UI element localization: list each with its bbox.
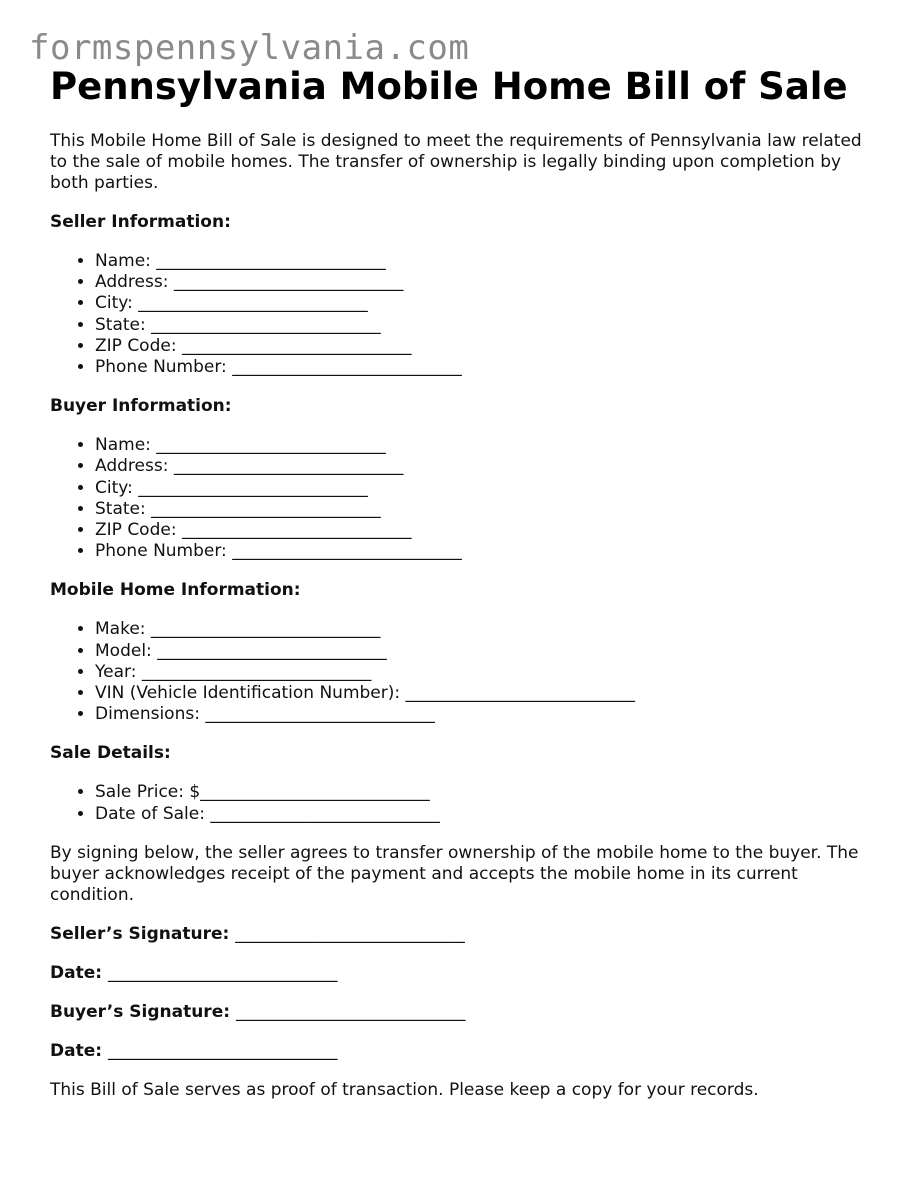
vin-field[interactable]	[95, 683, 880, 704]
field-label: City:	[95, 477, 133, 498]
make-field[interactable]	[95, 619, 880, 640]
footer-note: This Bill of Sale serves as proof of transaction. Please keep a copy for your records.	[50, 1079, 759, 1100]
fill-in-blank: ___________________________	[181, 335, 412, 356]
fill-in-blank: ___________________________	[173, 456, 404, 477]
field-label: State:	[95, 498, 146, 519]
model-field[interactable]	[95, 641, 880, 662]
seller-city-field[interactable]	[95, 293, 880, 314]
seller-phone-field[interactable]	[95, 357, 880, 378]
field-label: Sale Price: $	[95, 782, 201, 803]
field-label: Make:	[95, 619, 146, 640]
fill-in-blank: ___________________________	[232, 357, 462, 378]
fill-in-blank: ___________________________	[156, 435, 386, 456]
buyer-city-field[interactable]	[95, 478, 880, 499]
sale-price-field[interactable]	[95, 782, 880, 803]
seller-address-field[interactable]	[95, 272, 880, 293]
fill-in-blank: ___________________________	[107, 962, 338, 983]
mobile-home-field-list	[50, 619, 880, 725]
buyer-field-list	[50, 435, 880, 562]
field-label: ZIP Code:	[95, 335, 177, 356]
fill-in-blank: ___________________________	[205, 704, 435, 725]
fill-in-blank: ___________________________	[210, 803, 440, 824]
fill-in-blank: ___________________________	[107, 1040, 338, 1061]
seller-name-field[interactable]	[95, 251, 880, 272]
seller-zip-field[interactable]	[95, 336, 880, 357]
field-label: Phone Number:	[95, 541, 227, 562]
field-label: Name:	[95, 435, 151, 456]
buyer-phone-field[interactable]	[95, 541, 880, 562]
field-label: VIN (Vehicle Identification Number):	[95, 683, 401, 704]
fill-in-blank: ___________________________	[157, 640, 387, 661]
buyer-heading: Buyer Information:	[50, 396, 232, 417]
fill-in-blank: ___________________________	[138, 477, 368, 498]
site-watermark: formspennsylvania.com	[29, 28, 470, 68]
seller-field-list	[50, 251, 880, 378]
document-title: Pennsylvania Mobile Home Bill of Sale	[50, 65, 848, 108]
signature-label: Buyer’s Signature:	[50, 1001, 231, 1022]
field-label: Phone Number:	[95, 357, 227, 378]
seller-state-field[interactable]	[95, 315, 880, 336]
signature-label: Date:	[50, 1040, 103, 1061]
seller-date-line[interactable]	[50, 963, 880, 984]
fill-in-blank: ___________________________	[138, 293, 368, 314]
fill-in-blank: ___________________________	[181, 520, 412, 541]
fill-in-blank: ___________________________	[235, 1001, 466, 1022]
buyer-address-field[interactable]	[95, 456, 880, 477]
field-label: Name:	[95, 251, 151, 271]
sale-details-heading: Sale Details:	[50, 743, 171, 764]
field-label: Dimensions:	[95, 704, 200, 725]
fill-in-blank: ___________________________	[235, 923, 465, 944]
year-field[interactable]	[95, 662, 880, 683]
seller-heading: Seller Information:	[50, 212, 231, 232]
buyer-zip-field[interactable]	[95, 520, 880, 541]
field-label: Address:	[95, 272, 169, 293]
sale-details-field-list	[50, 782, 880, 824]
intro-paragraph: This Mobile Home Bill of Sale is designed to meet the requirements of Pennsylvania law related to the sale of mobile homes. The transfer of ownership is legally binding upon completion by both parties.	[50, 131, 862, 193]
fill-in-blank: ___________________________	[150, 619, 381, 640]
fill-in-blank: ___________________________	[200, 782, 430, 803]
field-label: City:	[95, 293, 133, 314]
buyer-date-line[interactable]	[50, 1041, 880, 1062]
fill-in-blank: ___________________________	[151, 314, 381, 335]
field-label: Address:	[95, 456, 169, 477]
fill-in-blank: ___________________________	[405, 683, 636, 704]
agreement-paragraph: By signing below, the seller agrees to transfer ownership of the mobile home to the buyer. The buyer acknowledges receipt of the payment and accepts the mobile home in its current condition.	[50, 842, 859, 905]
buyer-state-field[interactable]	[95, 499, 880, 520]
field-label: Date of Sale:	[95, 803, 205, 824]
buyer-name-field[interactable]	[95, 435, 880, 456]
field-label: State:	[95, 314, 146, 335]
mobile-home-heading: Mobile Home Information:	[50, 580, 301, 601]
field-label: Year:	[95, 661, 137, 682]
signature-label: Seller’s Signature:	[50, 923, 230, 944]
buyer-signature-line[interactable]	[50, 1002, 880, 1023]
dimensions-field[interactable]	[95, 704, 880, 725]
seller-signature-line[interactable]	[50, 924, 880, 945]
fill-in-blank: ___________________________	[173, 272, 404, 293]
field-label: ZIP Code:	[95, 520, 177, 541]
fill-in-blank: ___________________________	[151, 498, 381, 519]
document-body	[50, 131, 880, 1119]
signature-label: Date:	[50, 962, 103, 983]
fill-in-blank: ___________________________	[141, 661, 372, 682]
field-label: Model:	[95, 640, 152, 661]
fill-in-blank: ___________________________	[232, 541, 462, 562]
date-of-sale-field[interactable]	[95, 804, 880, 825]
fill-in-blank: ___________________________	[156, 251, 386, 271]
